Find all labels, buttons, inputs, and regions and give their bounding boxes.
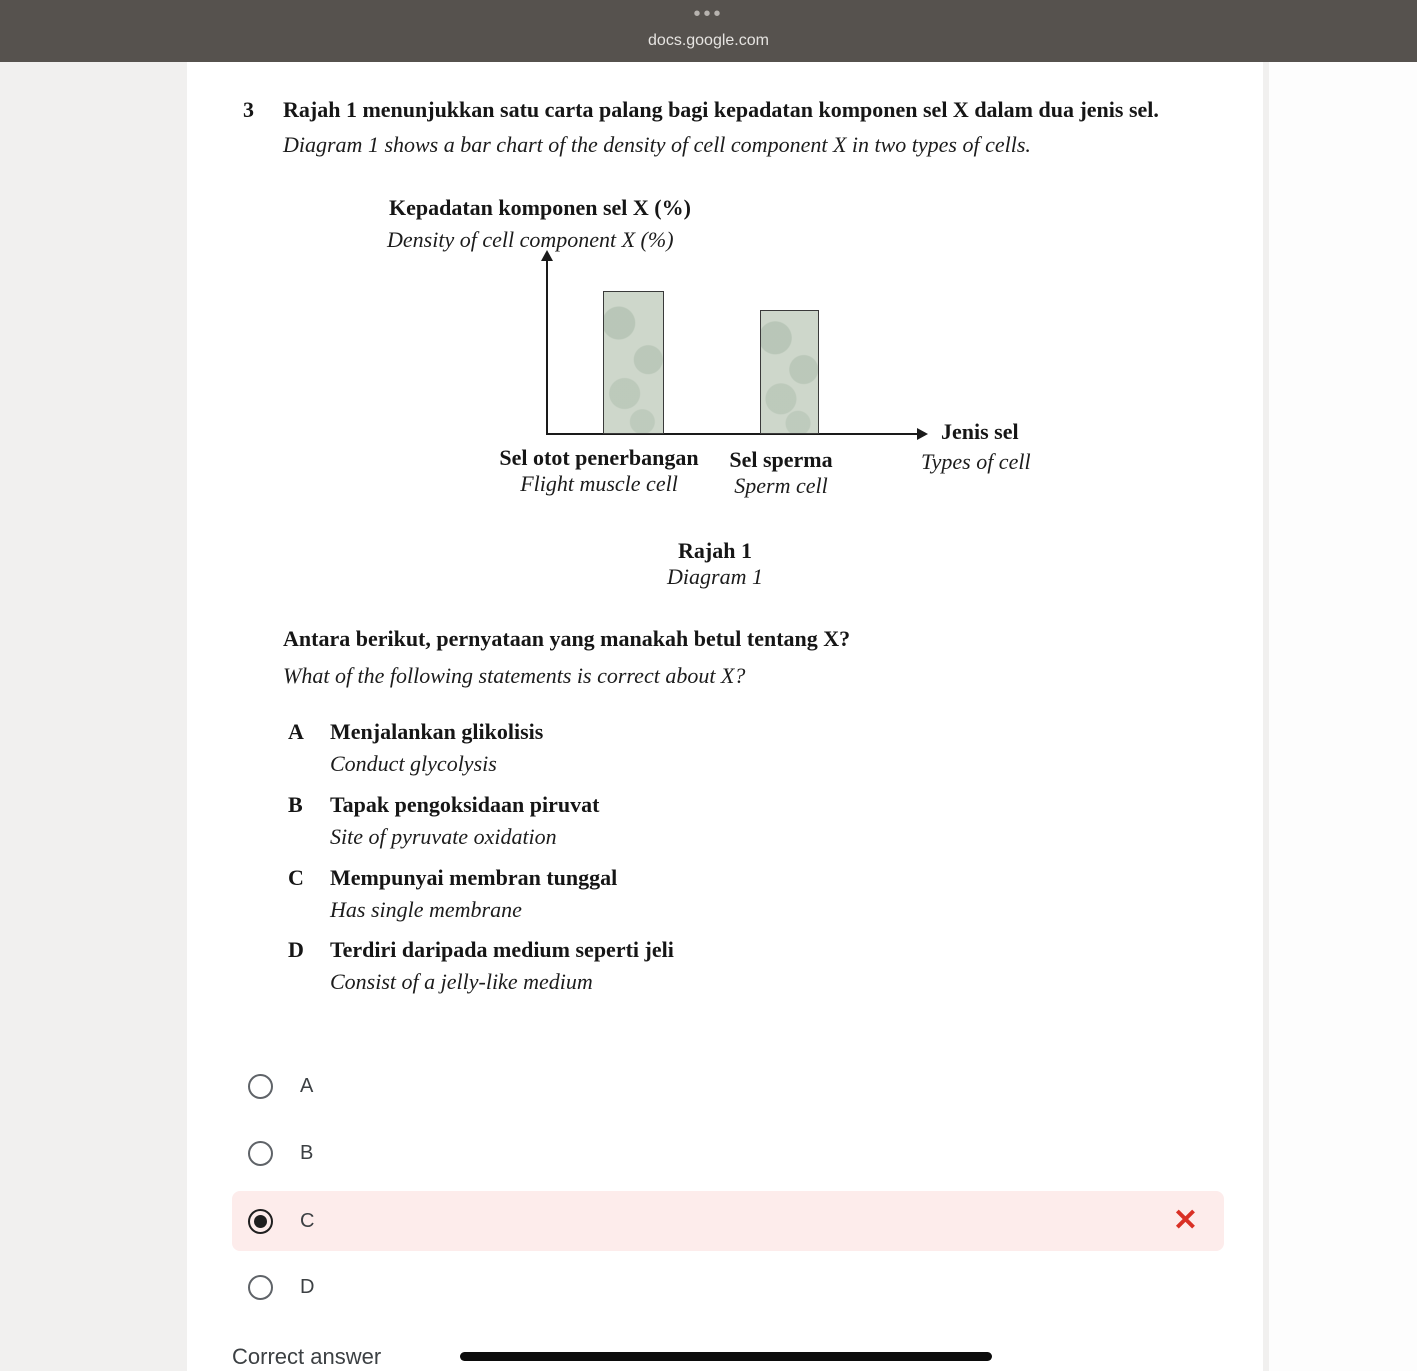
option-a-english: Conduct glycolysis [330,751,497,776]
correct-answer-label: Correct answer [232,1344,382,1369]
answer-choice-row[interactable] [232,1123,1224,1183]
caption-malay: Rajah 1 [678,538,752,563]
wrong-answer-x-icon: ✕ [1172,1204,1198,1237]
option-b-english: Site of pyruvate oxidation [330,824,557,849]
option-b-letter: B [288,792,303,817]
category-1-malay: Sel otot penerbangan [499,445,699,470]
option-b-malay: Tapak pengoksidaan piruvat [330,792,600,817]
question-prompt-malay: Rajah 1 menunjukkan satu carta palang bagi kepadatan komponen sel X dalam dua jenis sel. [283,97,1159,122]
category-2-malay: Sel sperma [729,447,833,472]
question-ask-malay: Antara berikut, pernyataan yang manakah betul tentang X? [283,626,851,651]
radio-option-a[interactable] [248,1074,273,1099]
option-d-letter: D [288,937,304,962]
right-margin-panel [1269,62,1417,1371]
figure-caption [630,538,800,590]
chart-category-2 [722,447,840,499]
chart-category-1 [488,445,710,497]
chart-bar [603,291,664,434]
address-bar-url[interactable]: docs.google.com [648,32,769,49]
question-prompt-english: Diagram 1 shows a bar chart of the density of cell component X in two types of cells. [283,132,1031,157]
radio-option-c[interactable] [248,1209,273,1234]
answer-choice-row[interactable] [232,1191,1224,1251]
category-2-english: Sperm cell [734,473,828,498]
correct-answer-redaction [460,1352,992,1361]
option-c-malay: Mempunyai membran tunggal [330,865,618,890]
answer-choice-row[interactable] [232,1056,1224,1116]
radio-label-a: A [300,1074,314,1097]
chart-y-title-english: Density of cell component X (%) [387,227,674,252]
option-a-malay: Menjalankan glikolisis [330,719,544,744]
browser-menu-dots-icon[interactable]: ••• [693,3,724,25]
chart-y-title-malay: Kepadatan komponen sel X (%) [389,195,691,220]
option-d-malay: Terdiri daripada medium seperti jeli [330,937,674,962]
radio-label-b: B [300,1141,314,1164]
question-number: 3 [243,97,254,122]
option-a-letter: A [288,719,304,744]
chart-bar [760,310,819,434]
browser-top-bar [0,0,1417,62]
caption-english: Diagram 1 [667,564,763,589]
radio-label-d: D [300,1275,315,1298]
option-c-english: Has single membrane [330,897,522,922]
question-ask-english: What of the following statements is correct about X? [283,663,746,688]
radio-option-b[interactable] [248,1141,273,1166]
radio-label-c: C [300,1209,315,1232]
chart-plot-area [548,260,920,435]
category-1-english: Flight muscle cell [520,471,678,496]
radio-option-d[interactable] [248,1275,273,1300]
answer-choice-row[interactable] [232,1257,1224,1317]
chart-x-label-english: Types of cell [921,449,1031,474]
chart-x-label-malay: Jenis sel [941,419,1019,444]
option-c-letter: C [288,865,304,890]
option-d-english: Consist of a jelly-like medium [330,969,593,994]
